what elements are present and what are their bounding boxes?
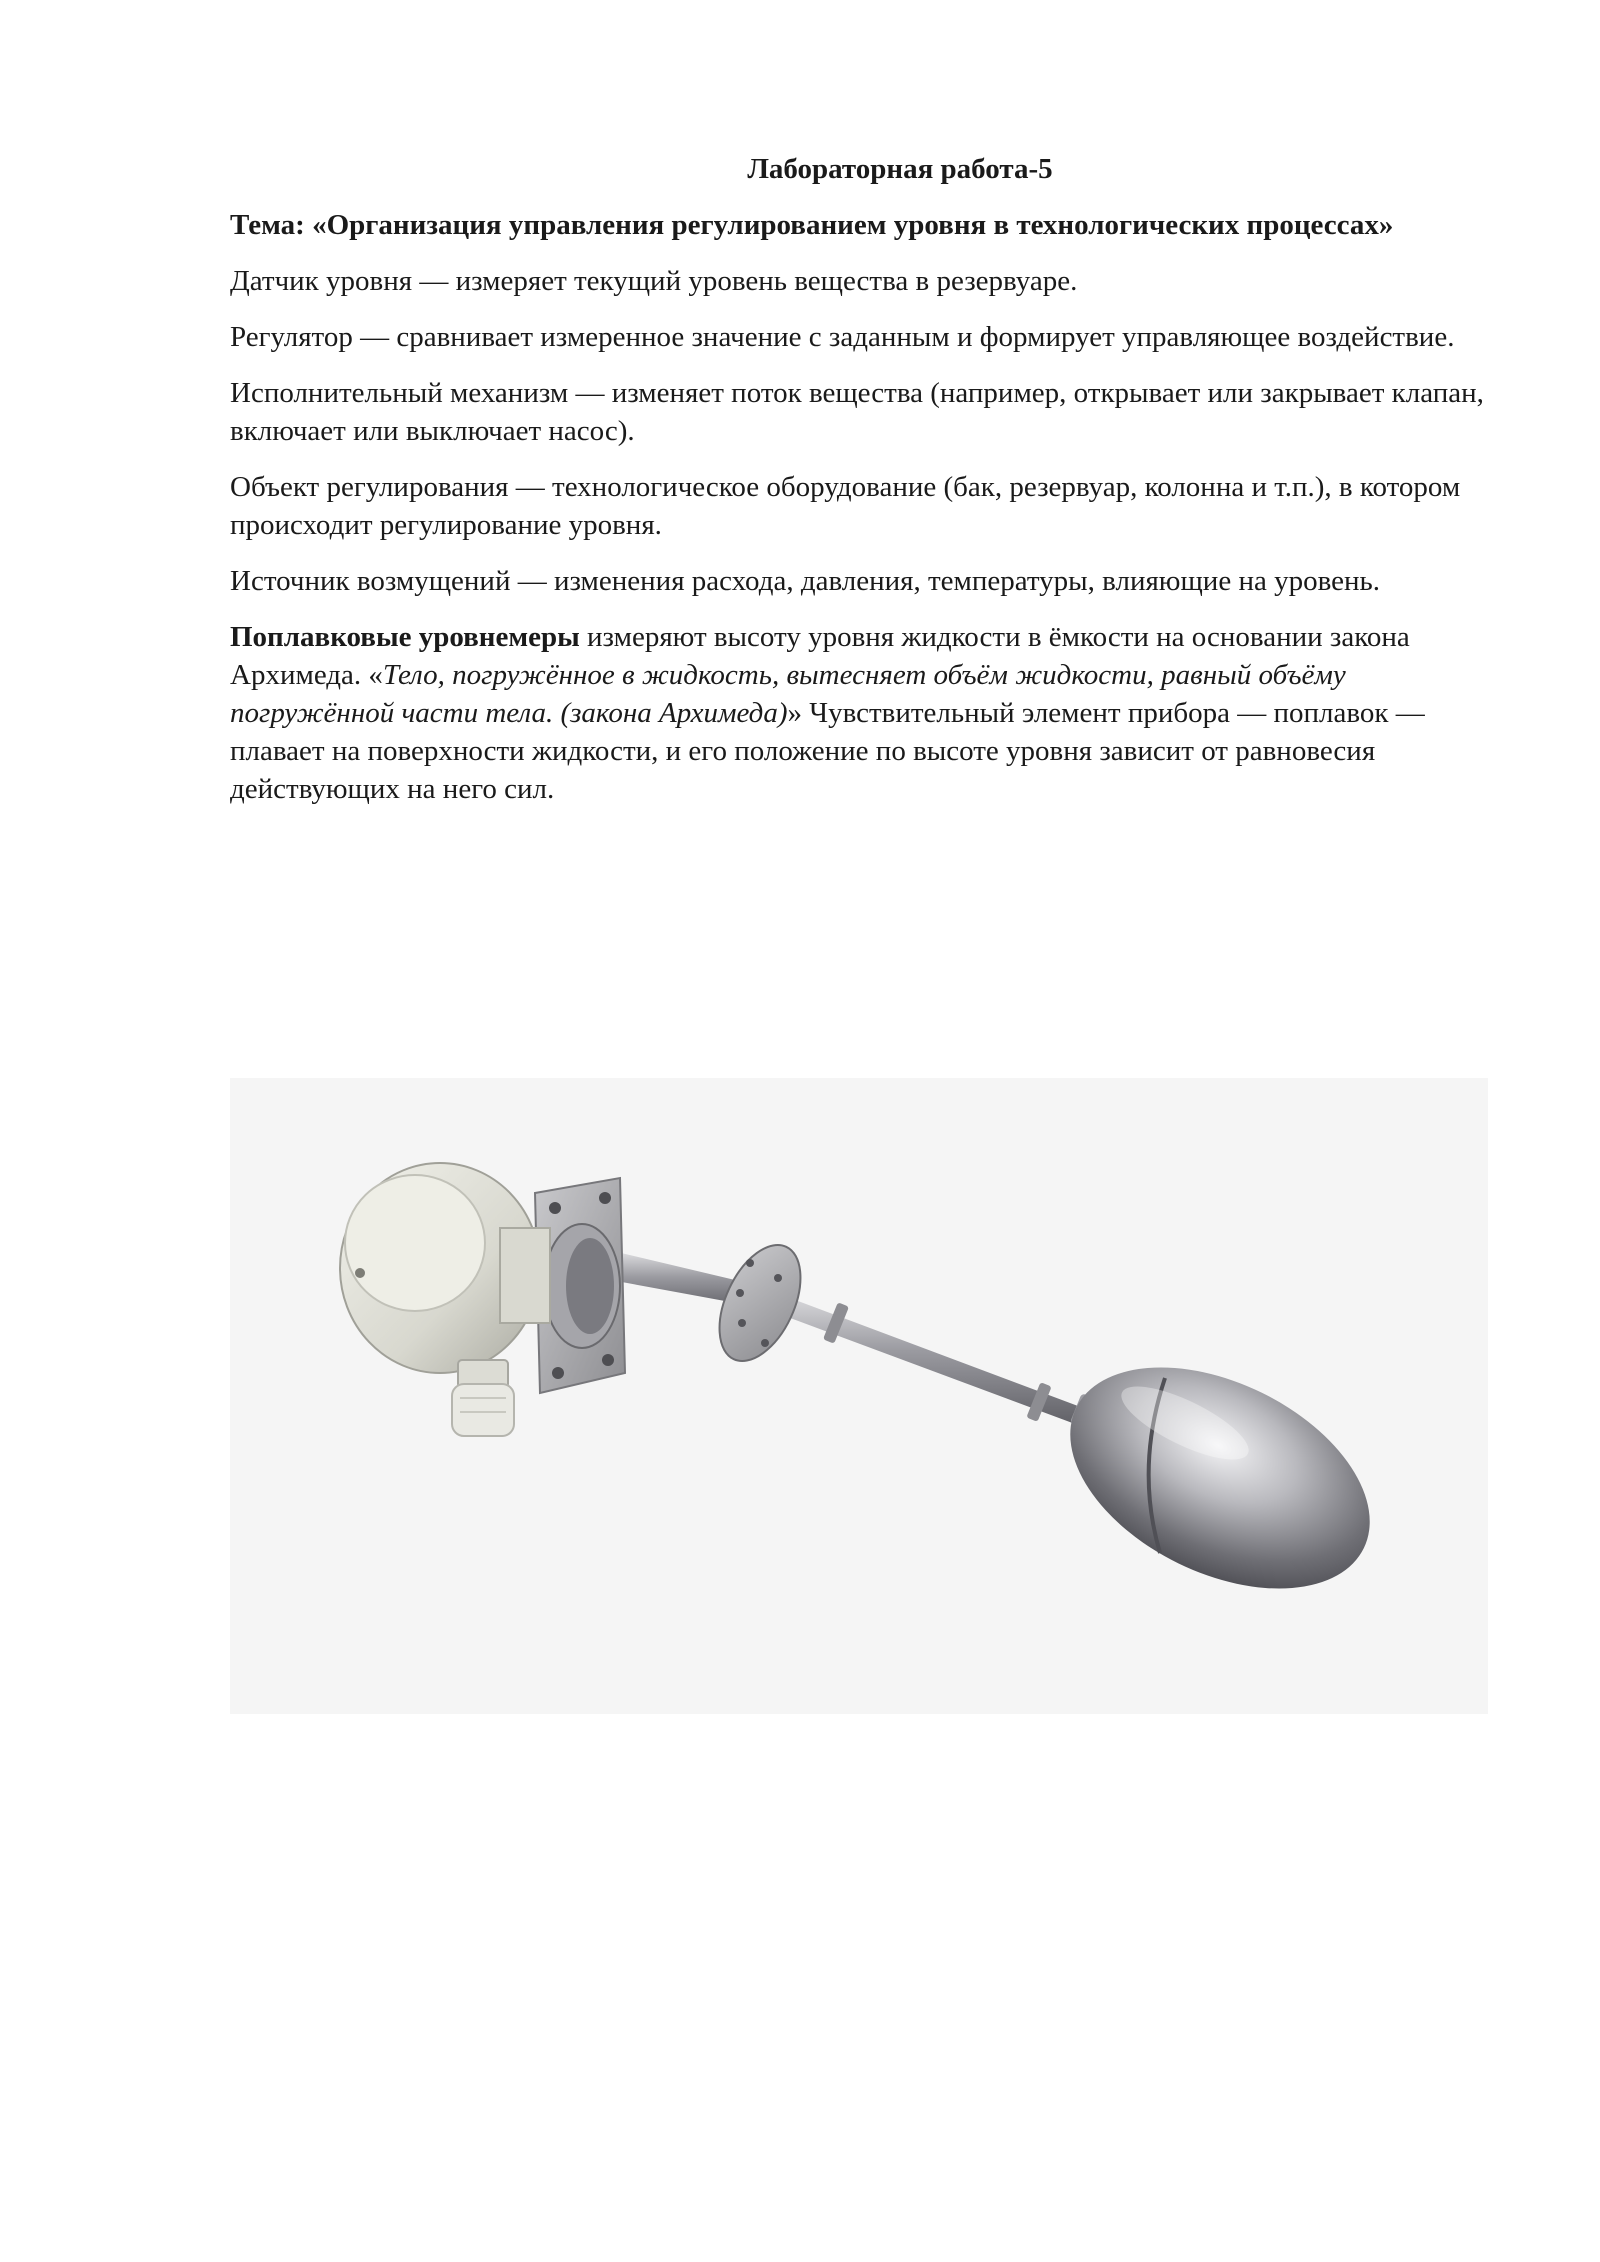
float-gauges-text-1: измеряют высоту уровня жидкости в ёмкости на основании закона Архимеда. «	[230, 621, 1410, 691]
float-gauges-bold-lead: Поплавковые уровнемеры	[230, 621, 580, 653]
paragraph-level-sensor: Датчик уровня — измеряет текущий уровень вещества в резервуаре.	[230, 265, 1078, 297]
switch-housing	[340, 1163, 550, 1373]
cable-gland	[452, 1360, 514, 1436]
float-level-switch-illustration	[230, 1078, 1488, 1714]
document-title: Лабораторная работа-5	[747, 153, 1053, 185]
document-page	[230, 150, 1490, 826]
paragraph-disturbance-source: Источник возмущений — изменения расхода, давления, температуры, влияющие на уровень.	[230, 565, 1380, 597]
paragraph-actuator: Исполнительный механизм — изменяет поток вещества (например, открывает или закрывает клапан, включает или выключает насос).	[230, 377, 1484, 447]
paragraph-regulator: Регулятор — сравнивает измеренное значение с заданным и формирует управляющее воздействие.	[230, 321, 1455, 353]
archimedes-law-quote: Тело, погружённое в жидкость, вытесняет объём жидкости, равный объёму погружённой части тела. (закона Архимеда)	[230, 659, 1346, 729]
paragraph-float-level-gauges	[230, 618, 1490, 808]
float-ball	[1035, 1322, 1406, 1633]
float-gauges-text-2: » Чувствительный элемент прибора — поплавок — плавает на поверхности жидкости, и его положение по высоте уровня зависит от равновесия действующих на него сил.	[230, 697, 1425, 805]
paragraph-control-object: Объект регулирования — технологическое оборудование (бак, резервуар, колонна и т.п.), в котором происходит регулирование уровня.	[230, 471, 1461, 541]
document-topic: Тема: «Организация управления регулированием уровня в технологических процессах»	[230, 209, 1394, 241]
float-level-switch-photo	[230, 1078, 1488, 1714]
